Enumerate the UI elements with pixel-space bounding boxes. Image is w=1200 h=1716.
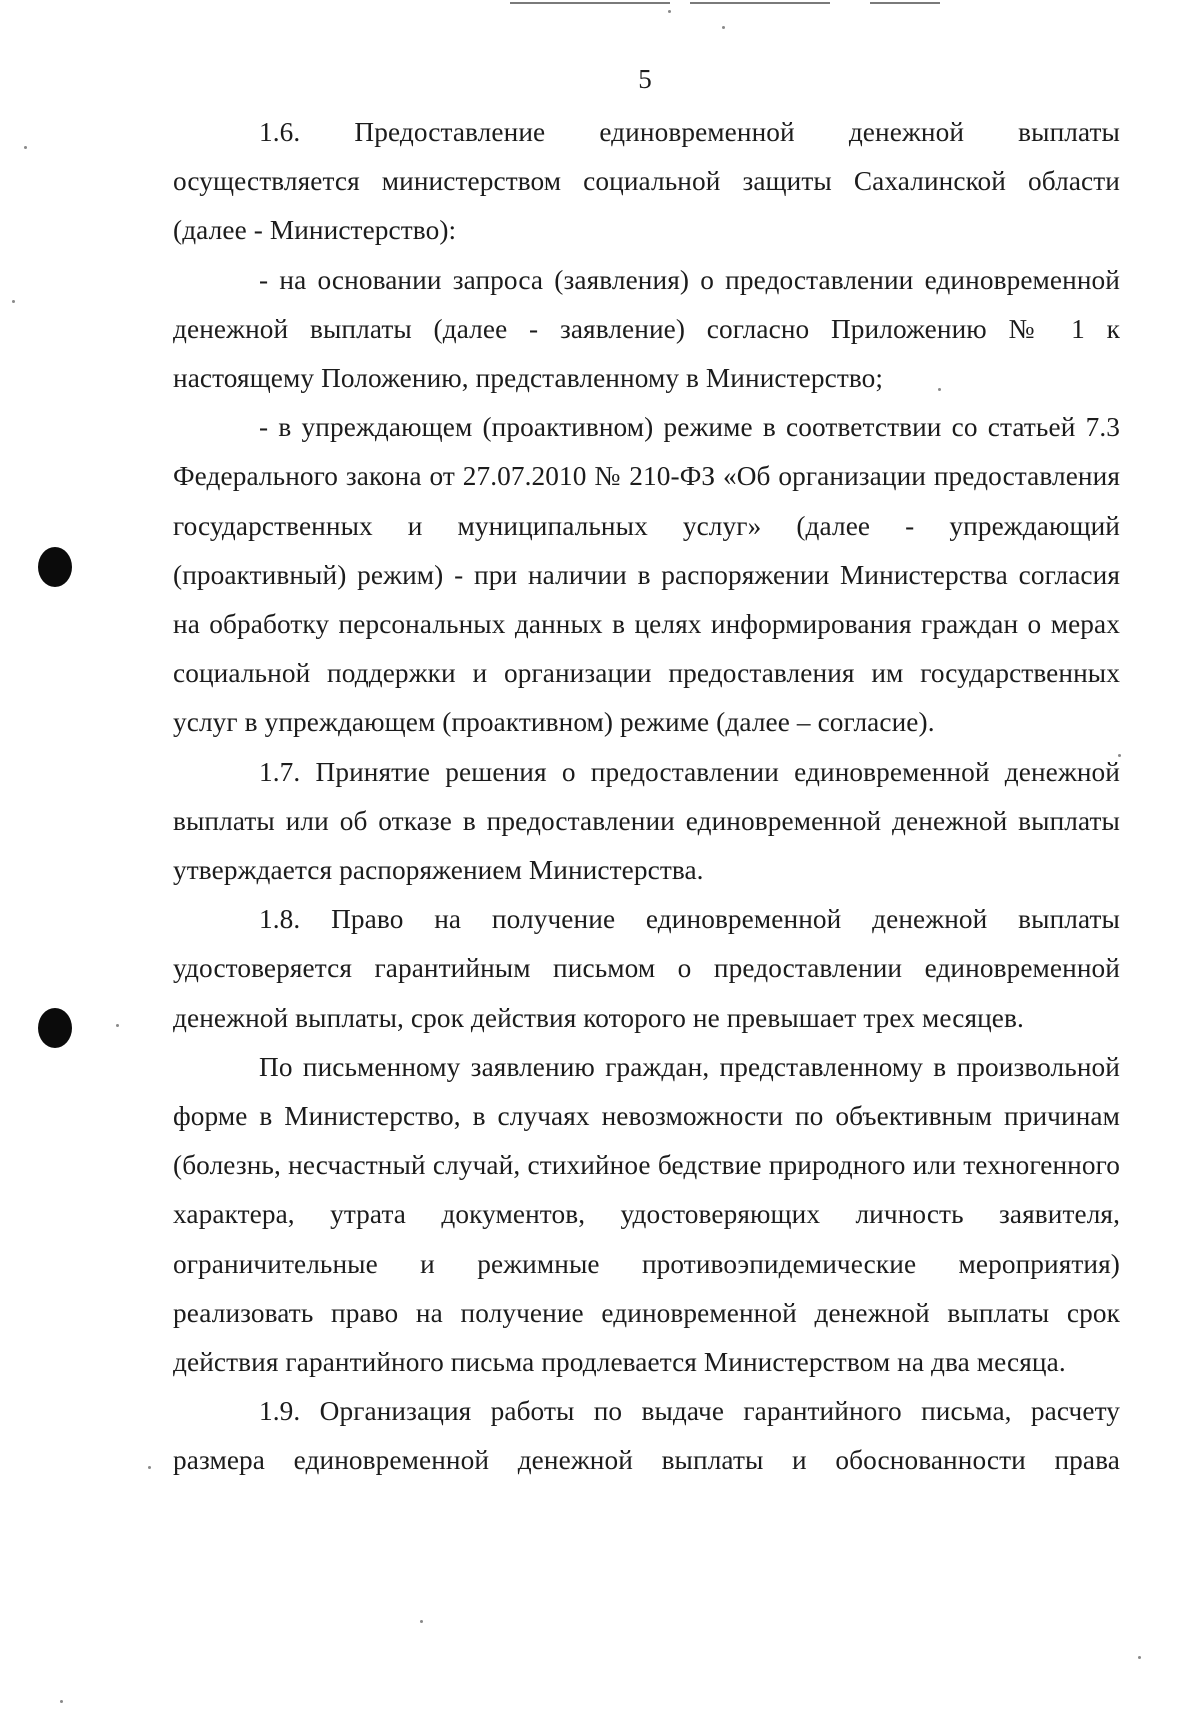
- paragraph-1-7: 1.7. Принятие решения о предоставлении единовременной денежной выплаты или об отказе в предоставлении единовременной денежной выплаты утверждается распоряжением Министерства.: [173, 756, 1120, 886]
- document-body: [173, 108, 1120, 1486]
- punch-hole-mark: [38, 547, 72, 587]
- paragraph-application-basis: - на основании запроса (заявления) о предоставлении единовременной денежной выплаты (далее - заявление) согласно Приложению № 1 к настоящему Положению, представленному в Министерство;: [173, 264, 1120, 394]
- scan-artifact-line: [510, 2, 670, 4]
- page-number: 5: [638, 64, 652, 94]
- scan-speck: [148, 1466, 151, 1469]
- scan-artifact-line: [870, 2, 940, 4]
- scan-speck: [668, 10, 671, 13]
- paragraph-1-9: 1.9. Организация работы по выдаче гарантийного письма, расчету размера единовременной денежной выплаты и обоснованности права: [173, 1396, 1120, 1476]
- scan-speck: [60, 1700, 63, 1703]
- scan-speck: [116, 1024, 119, 1027]
- paragraph-extension: По письменному заявлению граждан, представленному в произвольной форме в Министерство, в случаях невозможности по объективным причинам (болезнь, несчастный случай, стихийное бедствие природного или техногенного характера, утрата документов, удостоверяющих личность заявителя, ограничительные и режимные противоэпидемические мероприятия) реализовать право на получение единовременной денежной выплаты срок действия гарантийного письма продлевается Министерством на два месяца.: [173, 1051, 1120, 1378]
- punch-hole-mark: [38, 1008, 72, 1048]
- paragraph-1-8: 1.8. Право на получение единовременной денежной выплаты удостоверяется гарантийным письмом о предоставлении единовременной денежной выплаты, срок действия которого не превышает трех месяцев.: [173, 904, 1120, 1033]
- scan-speck: [12, 300, 15, 303]
- paragraph-proactive-mode: - в упреждающем (проактивном) режиме в соответствии со статьей 7.3 Федерального закона от 27.07.2010 № 210-ФЗ «Об организации предоставления государственных и муниципальных услуг» (далее - упреждающий (проактивный) режим) - при наличии в распоряжении Министерства согласия на обработку персональных данных в целях информирования граждан о мерах социальной поддержки и организации предоставления им государственных услуг в упреждающем (проактивном) режиме (далее – согласие).: [173, 412, 1120, 738]
- paragraph-1-6: 1.6. Предоставление единовременной денежной выплаты осуществляется министерством социальной защиты Сахалинской области (далее - Министерство):: [173, 117, 1120, 246]
- scan-speck: [722, 26, 725, 29]
- scan-artifact-line: [690, 2, 830, 4]
- scan-speck: [24, 146, 27, 149]
- scan-speck: [1138, 1656, 1141, 1659]
- scan-speck: [420, 1620, 423, 1623]
